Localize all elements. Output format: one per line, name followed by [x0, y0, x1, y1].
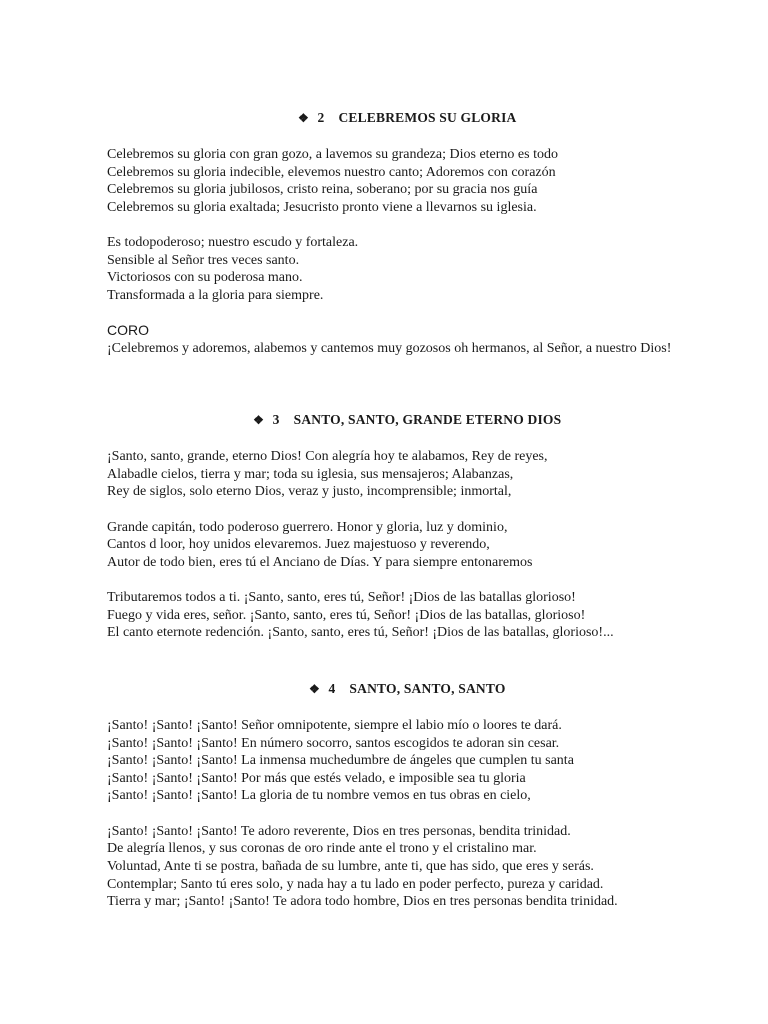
stanza: [107, 589, 707, 642]
lyric-line: Celebremos su gloria jubilosos, cristo reina, soberano; por su gracia nos guía: [107, 182, 538, 198]
lyric-line: Voluntad, Ante ti se postra, bañada de su lumbre, ante ti, que has sido, que eres y serás.: [107, 858, 594, 874]
lyric-line: Transformada a la gloria para siempre.: [107, 287, 324, 303]
lyric-line: Rey de siglos, solo eterno Dios, veraz y justo, incomprensible; inmortal,: [107, 484, 512, 500]
stanza: [107, 823, 707, 911]
song-title: [107, 412, 707, 434]
diamond-bullet-icon: ❖: [253, 413, 265, 427]
lyric-line: Victoriosos con su poderosa mano.: [107, 270, 303, 286]
lyric-line: Es todopoderoso; nuestro escudo y fortaleza.: [107, 235, 359, 251]
song-number: 3: [272, 412, 280, 427]
diamond-bullet-icon: ❖: [298, 111, 309, 125]
lyric-line: El canto eternote redención. ¡Santo, santo, eres tú, Señor! ¡Dios de las batallas, glorioso!...: [107, 625, 614, 641]
lyric-line: Alabadle cielos, tierra y mar; toda su iglesia, sus mensajeros; Alabanzas,: [107, 466, 514, 482]
song-title: [107, 110, 707, 132]
song-title-text: CELEBREMOS SU GLORIA: [338, 110, 517, 125]
stanza: [107, 234, 707, 304]
chorus: [107, 322, 707, 357]
song-title: [107, 681, 707, 703]
lyric-line: ¡Santo! ¡Santo! ¡Santo! Te adoro reverente, Dios en tres personas, bendita trinidad.: [107, 823, 571, 839]
lyric-line: ¡Santo! ¡Santo! ¡Santo! Por más que estés velado, e imposible sea tu gloria: [107, 770, 526, 786]
lyric-line: De alegría llenos, y sus coronas de oro rinde ante el trono y el cristalino mar.: [107, 841, 537, 857]
lyric-line: Celebremos su gloria indecible, elevemos nuestro canto; Adoremos con corazón: [107, 164, 556, 180]
song-number: 4: [328, 681, 336, 696]
lyric-line: Celebremos su gloria exaltada; Jesucristo pronto viene a llevarnos su iglesia.: [107, 199, 537, 215]
song-title-text: SANTO, SANTO, GRANDE ETERNO DIOS: [293, 412, 562, 427]
lyric-line: Tierra y mar; ¡Santo! ¡Santo! Te adora todo hombre, Dios en tres personas bendita trinidad.: [107, 894, 618, 910]
lyric-line: Sensible al Señor tres veces santo.: [107, 252, 300, 268]
song-title-text: SANTO, SANTO, SANTO: [349, 681, 506, 696]
lyric-line: ¡Santo! ¡Santo! ¡Santo! La inmensa muchedumbre de ángeles que cumplen tu santa: [107, 753, 574, 769]
lyric-line: Cantos d loor, hoy unidos elevaremos. Juez majestuoso y reverendo,: [107, 537, 490, 553]
stanza: [107, 717, 707, 805]
diamond-bullet-icon: ❖: [308, 682, 320, 696]
chorus-label: CORO: [107, 322, 149, 339]
stanza: [107, 146, 707, 216]
lyric-line: ¡Santo, santo, grande, eterno Dios! Con alegría hoy te alabamos, Rey de reyes,: [107, 449, 548, 464]
chorus-text: ¡Celebremos y adoremos, alabemos y cantemos muy gozosos oh hermanos, al Señor, a nuestro Dios!: [107, 340, 672, 356]
lyric-line: ¡Santo! ¡Santo! ¡Santo! Señor omnipotente, siempre el labio mío o loores te dará.: [107, 718, 562, 733]
lyric-line: ¡Santo! ¡Santo! ¡Santo! En número socorro, santos escogidos te adoran sin cesar.: [107, 735, 560, 751]
song-section-3: [107, 412, 707, 642]
lyric-line: Autor de todo bien, eres tú el Anciano de Días. Y para siempre entonaremos: [107, 554, 533, 570]
lyric-line: Grande capitán, todo poderoso guerrero. Honor y gloria, luz y dominio,: [107, 519, 508, 535]
lyric-line: Tributaremos todos a ti. ¡Santo, santo, eres tú, Señor! ¡Dios de las batallas glorioso!: [107, 590, 576, 606]
lyric-line: Contemplar; Santo tú eres solo, y nada hay a tu lado en poder perfecto, pureza y caridad.: [107, 876, 604, 892]
lyric-line: Celebremos su gloria con gran gozo, a lavemos su grandeza; Dios eterno es todo: [107, 147, 558, 162]
lyric-line: ¡Santo! ¡Santo! ¡Santo! La gloria de tu nombre vemos en tus obras en cielo,: [107, 788, 531, 804]
song-section-4: [107, 681, 707, 911]
stanza: [107, 519, 707, 572]
lyric-line: Fuego y vida eres, señor. ¡Santo, santo, eres tú, Señor! ¡Dios de las batallas, glorioso!: [107, 607, 586, 623]
song-number: 2: [317, 110, 325, 125]
song-section-2: [107, 110, 707, 358]
stanza: [107, 448, 707, 501]
